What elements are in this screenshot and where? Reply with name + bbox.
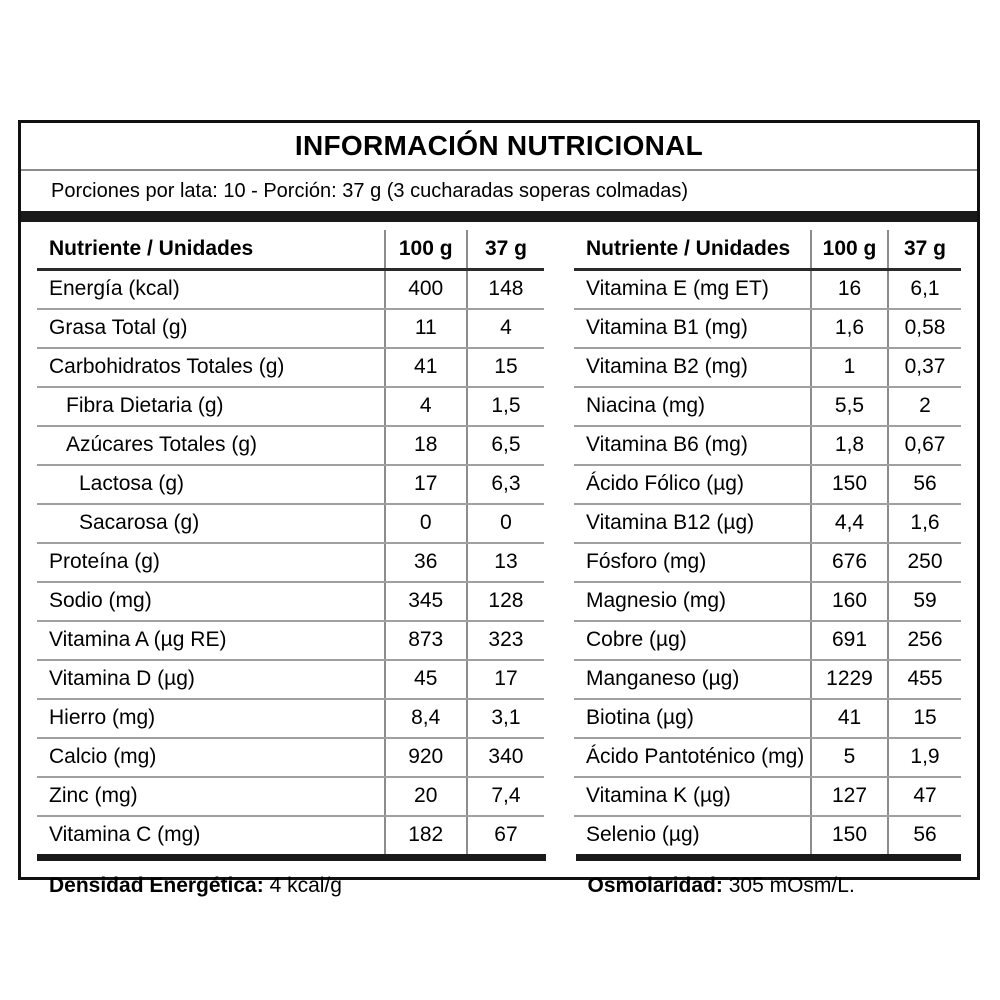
value-37g: 6,3 — [467, 465, 545, 504]
value-37g: 15 — [888, 699, 961, 738]
value-100g: 691 — [811, 621, 888, 660]
table-row — [37, 816, 544, 854]
value-100g: 16 — [811, 270, 888, 310]
table-row — [574, 270, 961, 310]
value-37g: 0,37 — [888, 348, 961, 387]
left-table-body — [37, 270, 544, 855]
left-table-column — [37, 230, 544, 854]
value-100g: 0 — [385, 504, 467, 543]
value-100g: 160 — [811, 582, 888, 621]
nutrient-name: Vitamina A (µg RE) — [37, 621, 385, 660]
table-row — [37, 426, 544, 465]
table-row — [37, 660, 544, 699]
value-37g: 455 — [888, 660, 961, 699]
table-row — [574, 387, 961, 426]
value-100g: 127 — [811, 777, 888, 816]
value-100g: 45 — [385, 660, 467, 699]
table-row — [37, 543, 544, 582]
value-100g: 4,4 — [811, 504, 888, 543]
value-100g: 345 — [385, 582, 467, 621]
nutrient-name: Ácido Pantoténico (mg) — [574, 738, 811, 777]
left-footer-rule — [37, 854, 546, 861]
table-row — [37, 348, 544, 387]
nutrient-name: Lactosa (g) — [37, 465, 385, 504]
value-37g: 6,1 — [888, 270, 961, 310]
table-row — [574, 738, 961, 777]
table-row — [37, 465, 544, 504]
nutrient-name: Hierro (mg) — [37, 699, 385, 738]
value-37g: 0,58 — [888, 309, 961, 348]
osmolarity-value: 305 mOsm/L. — [728, 874, 855, 897]
nutrient-name: Zinc (mg) — [37, 777, 385, 816]
value-37g: 1,6 — [888, 504, 961, 543]
nutrition-facts-panel — [18, 120, 980, 897]
value-100g: 400 — [385, 270, 467, 310]
value-100g: 676 — [811, 543, 888, 582]
value-37g: 340 — [467, 738, 545, 777]
servings-text: Porciones por lata: 10 - Porción: 37 g (3 cucharadas soperas colmadas) — [51, 180, 689, 202]
value-37g: 148 — [467, 270, 545, 310]
right-table-body — [574, 270, 961, 855]
value-37g: 67 — [467, 816, 545, 854]
table-row — [574, 465, 961, 504]
table-row — [37, 387, 544, 426]
table-row — [37, 309, 544, 348]
value-100g: 1,6 — [811, 309, 888, 348]
column-header-nutrient: Nutriente / Unidades — [574, 230, 811, 270]
nutrient-name: Fibra Dietaria (g) — [37, 387, 385, 426]
value-37g: 128 — [467, 582, 545, 621]
nutrient-name: Calcio (mg) — [37, 738, 385, 777]
energy-density-note — [37, 861, 546, 896]
nutrient-name: Niacina (mg) — [574, 387, 811, 426]
servings-band — [21, 171, 977, 211]
title-band — [21, 123, 977, 171]
page-title: INFORMACIÓN NUTRICIONAL — [294, 130, 704, 161]
table-row — [37, 738, 544, 777]
value-37g: 17 — [467, 660, 545, 699]
table-header-row — [574, 230, 961, 270]
nutrient-name: Vitamina K (µg) — [574, 777, 811, 816]
value-100g: 1 — [811, 348, 888, 387]
value-37g: 323 — [467, 621, 545, 660]
table-row — [37, 699, 544, 738]
right-footer-rule — [576, 854, 962, 861]
value-100g: 4 — [385, 387, 467, 426]
value-37g: 1,5 — [467, 387, 545, 426]
value-100g: 920 — [385, 738, 467, 777]
value-100g: 1,8 — [811, 426, 888, 465]
value-37g: 56 — [888, 465, 961, 504]
nutrient-name: Energía (kcal) — [37, 270, 385, 310]
nutrient-name: Manganeso (µg) — [574, 660, 811, 699]
table-row — [574, 504, 961, 543]
nutrient-name: Vitamina B12 (µg) — [574, 504, 811, 543]
tables-zone — [21, 222, 977, 854]
value-37g: 2 — [888, 387, 961, 426]
left-footer — [37, 854, 546, 896]
value-100g: 20 — [385, 777, 467, 816]
nutrient-name: Ácido Fólico (µg) — [574, 465, 811, 504]
nutrient-name: Cobre (µg) — [574, 621, 811, 660]
value-100g: 182 — [385, 816, 467, 854]
nutrient-name: Carbohidratos Totales (g) — [37, 348, 385, 387]
value-37g: 13 — [467, 543, 545, 582]
value-37g: 7,4 — [467, 777, 545, 816]
table-row — [37, 504, 544, 543]
value-37g: 3,1 — [467, 699, 545, 738]
right-nutrient-table — [574, 230, 961, 854]
energy-density-value: 4 kcal/g — [269, 874, 342, 897]
table-row — [574, 582, 961, 621]
nutrient-name: Vitamina D (µg) — [37, 660, 385, 699]
right-table-column — [574, 230, 961, 854]
nutrient-name: Magnesio (mg) — [574, 582, 811, 621]
value-37g: 4 — [467, 309, 545, 348]
column-header-nutrient: Nutriente / Unidades — [37, 230, 385, 270]
osmolarity-label: Osmolaridad: — [587, 874, 723, 897]
value-100g: 5,5 — [811, 387, 888, 426]
table-header-row — [37, 230, 544, 270]
value-100g: 41 — [385, 348, 467, 387]
value-37g: 56 — [888, 816, 961, 854]
table-gap — [544, 230, 574, 854]
table-row — [37, 777, 544, 816]
value-100g: 18 — [385, 426, 467, 465]
nutrient-name: Selenio (µg) — [586, 823, 700, 847]
nutrient-name: Fósforo (mg) — [574, 543, 811, 582]
nutrient-name: Proteína (g) — [37, 543, 385, 582]
value-100g: 150 — [811, 465, 888, 504]
table-row — [574, 621, 961, 660]
footer-gap — [546, 854, 576, 896]
table-row — [574, 426, 961, 465]
nutrient-name: Grasa Total (g) — [37, 309, 385, 348]
value-100g: 41 — [811, 699, 888, 738]
table-row — [574, 309, 961, 348]
nutrient-name: Vitamina E (mg ET) — [574, 270, 811, 310]
osmolarity-note — [576, 861, 962, 896]
value-37g: 250 — [888, 543, 961, 582]
value-37g: 0 — [467, 504, 545, 543]
value-100g: 8,4 — [385, 699, 467, 738]
nutrient-name: Vitamina B1 (mg) — [574, 309, 811, 348]
table-row — [574, 777, 961, 816]
value-37g: 6,5 — [467, 426, 545, 465]
column-header-37g: 37 g — [888, 230, 961, 270]
value-37g: 47 — [888, 777, 961, 816]
column-header-100g: 100 g — [385, 230, 467, 270]
value-100g: 5 — [811, 738, 888, 777]
value-37g: 0,67 — [888, 426, 961, 465]
nutrient-name: Vitamina C (mg) — [49, 823, 201, 847]
column-header-100g: 100 g — [811, 230, 888, 270]
value-100g: 873 — [385, 621, 467, 660]
nutrient-name: Azúcares Totales (g) — [37, 426, 385, 465]
nutrient-name: Vitamina B6 (mg) — [574, 426, 811, 465]
column-header-37g: 37 g — [467, 230, 545, 270]
table-row — [574, 660, 961, 699]
table-row — [37, 270, 544, 310]
table-row — [574, 699, 961, 738]
value-37g: 59 — [888, 582, 961, 621]
table-row — [574, 348, 961, 387]
right-footer — [576, 854, 962, 896]
value-37g: 1,9 — [888, 738, 961, 777]
header-thick-rule — [21, 211, 977, 222]
table-row — [574, 816, 961, 854]
value-37g: 15 — [467, 348, 545, 387]
value-100g: 36 — [385, 543, 467, 582]
value-100g: 150 — [811, 816, 888, 854]
table-row — [37, 582, 544, 621]
value-100g: 17 — [385, 465, 467, 504]
value-100g: 11 — [385, 309, 467, 348]
footer-zone — [21, 854, 977, 896]
left-nutrient-table — [37, 230, 544, 854]
table-row — [37, 621, 544, 660]
nutrient-name: Sodio (mg) — [37, 582, 385, 621]
nutrient-name: Sacarosa (g) — [37, 504, 385, 543]
nutrient-name: Biotina (µg) — [574, 699, 811, 738]
value-37g: 256 — [888, 621, 961, 660]
energy-density-label: Densidad Energética: — [49, 874, 264, 897]
value-100g: 1229 — [811, 660, 888, 699]
nutrient-name: Vitamina B2 (mg) — [574, 348, 811, 387]
table-row — [574, 543, 961, 582]
